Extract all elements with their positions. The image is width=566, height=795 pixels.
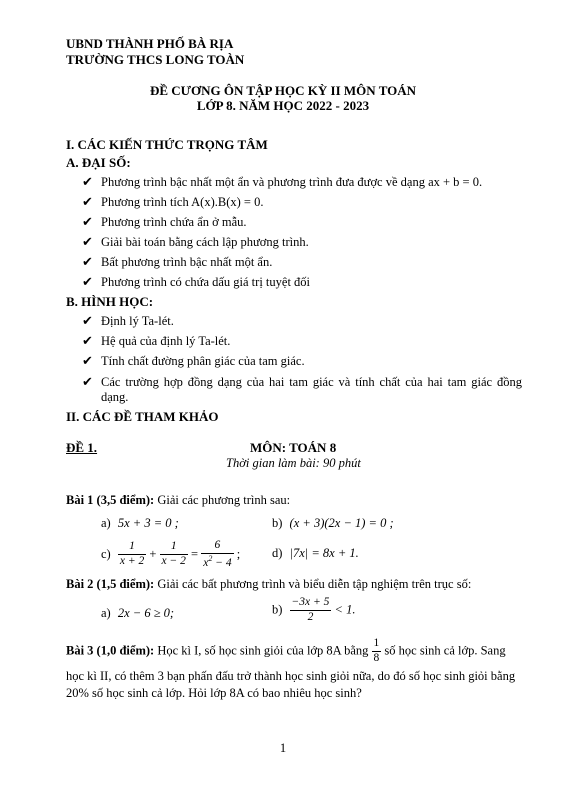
exam-time: Thời gian làm bài: 90 phút xyxy=(226,456,361,470)
geometry-item-continuation: dạng. xyxy=(101,390,129,404)
check-icon: ✔ xyxy=(82,254,93,269)
item-label: b) xyxy=(272,516,283,530)
bai-3-prompt: Học kì I, số học sinh giỏi của lớp 8A bằng xyxy=(154,643,372,658)
algebra-item: Phương trình chứa ẩn ở mẫu. xyxy=(101,215,247,229)
algebra-item: Bất phương trình bậc nhất một ẩn. xyxy=(101,255,273,269)
bai-1a xyxy=(101,516,179,531)
geometry-item: Tính chất đường phân giác của tam giác. xyxy=(101,354,305,368)
geometry-item: Các trường hợp đồng dạng của hai tam giác và tính chất của hai tam giác đồng xyxy=(101,375,522,389)
equation: (x + 3)(2x − 1) = 0 ; xyxy=(289,516,394,530)
bai-1-prompt: Giải các phương trình sau: xyxy=(154,493,291,507)
equation: 5x + 3 = 0 ; xyxy=(117,516,179,530)
org-line-2: TRƯỜNG THCS LONG TOÀN xyxy=(66,52,245,67)
item-label: a) xyxy=(101,516,111,530)
terminator: ; xyxy=(236,546,241,561)
check-icon: ✔ xyxy=(82,174,93,189)
bai-3-title: Bài 3 (1,0 điểm): xyxy=(66,643,155,658)
geometry-item: Hệ quả của định lý Ta-lét. xyxy=(101,334,231,348)
fraction: $\frac{1}{x - 2}$ xyxy=(161,540,186,567)
check-icon: ✔ xyxy=(82,353,93,368)
algebra-heading: A. ĐẠI SỐ: xyxy=(66,155,131,170)
doc-title-line-2: LỚP 8. NĂM HỌC 2022 - 2023 xyxy=(196,98,370,113)
bai-2-prompt: Giải các bất phương trình và biểu diễn tập nghiệm trên trục số: xyxy=(154,577,472,591)
section-2-heading: II. CÁC ĐỀ THAM KHẢO xyxy=(66,409,219,424)
fraction: $\frac{1}{x + 2}$ xyxy=(119,540,145,567)
bai-2-statement xyxy=(66,577,471,592)
exam-label: ĐỀ 1. xyxy=(66,440,98,455)
equation: |7x| = 8x + 1. xyxy=(289,546,359,560)
item-label: c) xyxy=(101,546,111,561)
org-line-1: UBND THÀNH PHỐ BÀ RỊA xyxy=(66,36,234,51)
bai-2-title: Bài 2 (1,5 điểm): xyxy=(66,577,155,591)
bai-1-statement xyxy=(66,493,290,508)
operator: + xyxy=(149,546,157,561)
check-icon: ✔ xyxy=(82,374,93,389)
bai-2b xyxy=(272,597,355,623)
bai-2a xyxy=(101,606,174,621)
check-icon: ✔ xyxy=(82,194,93,209)
inequality-end: < 1. xyxy=(334,602,356,617)
check-icon: ✔ xyxy=(82,274,93,289)
geometry-heading: B. HÌNH HỌC: xyxy=(66,294,154,309)
bai-1b xyxy=(272,516,394,531)
algebra-item: Phương trình có chứa dấu giá trị tuyệt đối xyxy=(101,275,311,289)
check-icon: ✔ xyxy=(82,234,93,249)
bai-3-line-2: học kì II, có thêm 3 bạn phấn đấu trở thành học sinh giỏi nữa, do đó số học sinh giỏi bằng xyxy=(66,669,516,683)
check-icon: ✔ xyxy=(82,333,93,348)
operator: = xyxy=(191,546,199,561)
item-label: a) xyxy=(101,606,111,620)
algebra-item: Giải bài toán bằng cách lập phương trình. xyxy=(101,235,309,249)
doc-title-line-1: ĐỀ CƯƠNG ÔN TẬP HỌC KỲ II MÔN TOÁN xyxy=(149,83,417,98)
bai-3-line-1 xyxy=(66,638,506,664)
bai-1d xyxy=(272,546,359,561)
page-number: 1 xyxy=(279,741,287,755)
algebra-item: Phương trình tích A(x).B(x) = 0. xyxy=(101,195,264,209)
bai-3-prompt-tail: số học sinh cả lớp. Sang xyxy=(381,643,506,658)
bai-3-line-3: 20% số học sinh cả lớp. Hỏi lớp 8A có bao nhiêu học sinh? xyxy=(66,686,362,700)
bai-1c xyxy=(101,540,240,569)
bai-1-title: Bài 1 (3,5 điểm): xyxy=(66,493,155,507)
exam-subject: MÔN: TOÁN 8 xyxy=(250,440,337,455)
geometry-item: Định lý Ta-lét. xyxy=(101,314,174,328)
fraction: $\frac{-3x + 5}{2}$ xyxy=(291,596,330,623)
check-icon: ✔ xyxy=(82,313,93,328)
inequality: 2x − 6 ≥ 0; xyxy=(117,606,175,620)
fraction: $\frac{1}{8}$ xyxy=(373,637,380,664)
fraction: $\frac{6}{x^2 - 4}$ xyxy=(203,539,232,569)
item-label: d) xyxy=(272,546,283,560)
item-label: b) xyxy=(272,602,283,617)
algebra-item: Phương trình bậc nhất một ẩn và phương trình đưa được về dạng ax + b = 0. xyxy=(101,175,483,189)
check-icon: ✔ xyxy=(82,214,93,229)
section-1-heading: I. CÁC KIẾN THỨC TRỌNG TÂM xyxy=(66,137,268,152)
